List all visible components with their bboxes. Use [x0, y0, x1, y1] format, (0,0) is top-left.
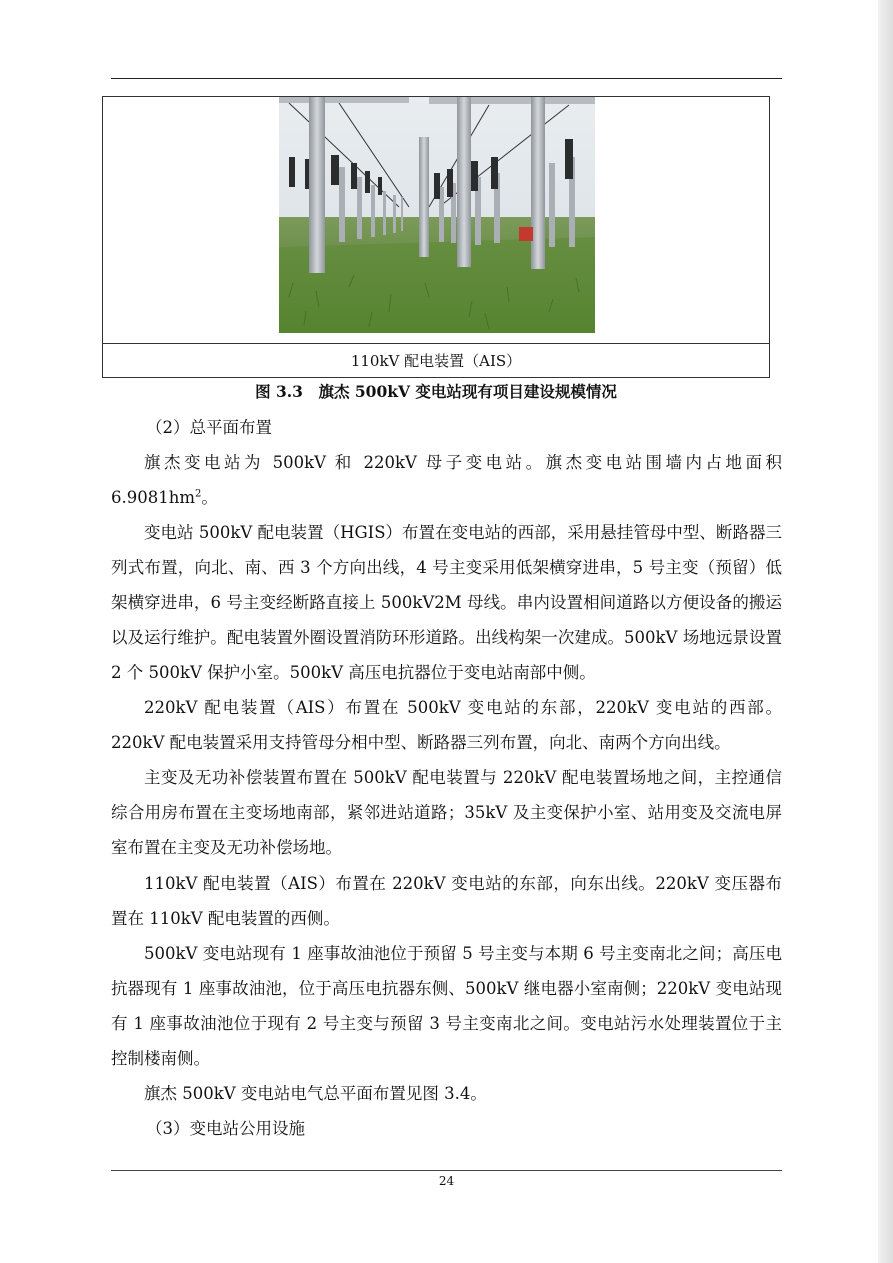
figure-table: [102, 96, 770, 378]
paragraph-1-end: 。: [201, 488, 218, 507]
paragraph-1: [111, 445, 782, 515]
paragraph-5: 110kV 配电装置（AIS）布置在 220kV 变电站的东部，向东出线。220kV 变压器布置在 110kV 配电装置的西侧。: [111, 874, 782, 928]
page-number: 24: [438, 1174, 455, 1188]
paragraph-7: 旗杰 500kV 变电站电气总平面布置见图 3.4。: [144, 1084, 487, 1103]
paragraph-6: 500kV 变电站现有 1 座事故油池位于预留 5 号主变与本期 6 号主变南北之间；高压电抗器现有 1 座事故油池，位于高压电抗器东侧、500kV 继电器小室南侧；220kV 变电站现有 1 座事故油池位于现有 2 号主变与预留 3 号主变南北之间。变电站污水处理装置位于主控制楼南侧。: [111, 944, 782, 1068]
page-edge-shadow: [878, 0, 893, 1263]
paragraph-1-text: 旗杰变电站为 500kV 和 220kV 母子变电站。旗杰变电站围墙内占地面积 6.9081hm: [111, 453, 782, 507]
paragraph-1-superscript: 2: [195, 488, 202, 500]
figure-cell-caption: 110kV 配电装置（AIS）: [350, 352, 522, 370]
header-rule: [111, 78, 782, 79]
paragraph-2: 变电站 500kV 配电装置（HGIS）布置在变电站的西部，采用悬挂管母中型、断路器三列式布置，向北、南、西 3 个方向出线，4 号主变采用低架横穿进串，5 号主变（预留）低架横穿进串，6 号主变经断路直接上 500kV2M 母线。串内设置相间道路以方便设备的搬运以及运行维护。配电装置外圈设置消防环形道路。出线构架一次建成。500kV 场地远景设置 2 个 500kV 保护小室。500kV 高压电抗器位于变电站南部中侧。: [111, 523, 782, 682]
substation-photo-drawing: [279, 97, 595, 333]
figure-title: 图 3.3 旗杰 500kV 变电站现有项目建设规模情况: [255, 382, 617, 401]
paragraph-4: 主变及无功补偿装置布置在 500kV 配电装置与 220kV 配电装置场地之间，主控通信综合用房布置在主变场地南部，紧邻进站道路；35kV 及主变保护小室、站用变及交流电屏室布置在主变及无功补偿场地。: [111, 768, 782, 857]
substation-photo: [279, 97, 595, 333]
section-heading-public: （3）变电站公用设施: [146, 1119, 305, 1138]
footer-rule: [111, 1170, 782, 1171]
section-heading-layout: （2）总平面布置: [146, 418, 272, 437]
paragraph-3: 220kV 配电装置（AIS）布置在 500kV 变电站的东部，220kV 变电站的西部。220kV 配电装置采用支持管母分相中型、断路器三列布置，向北、南两个方向出线。: [111, 698, 782, 752]
